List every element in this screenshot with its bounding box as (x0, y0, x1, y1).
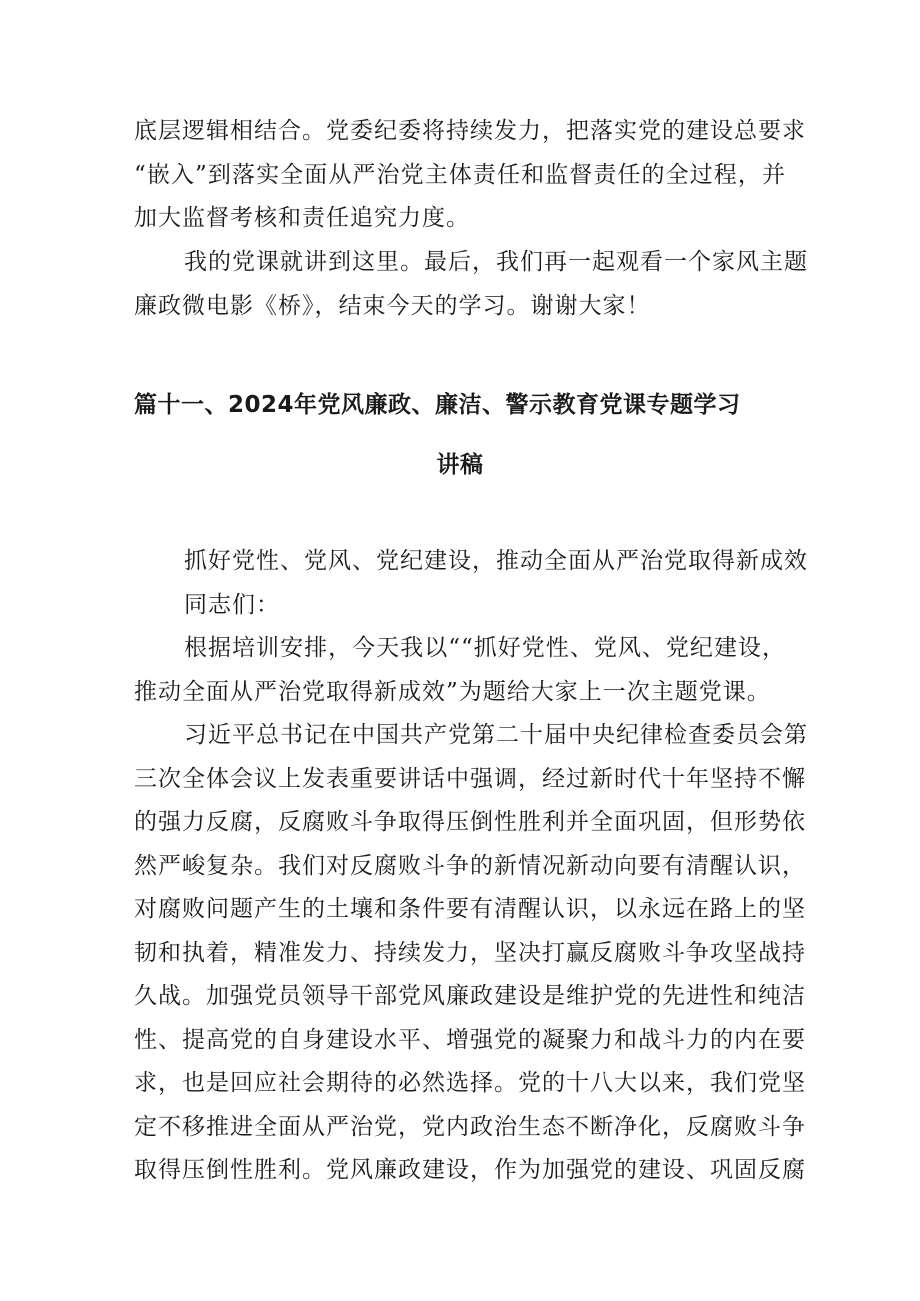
speech-subtitle: 抓好党性、党风、党纪建设，推动全面从严治党取得新成效 (184, 548, 808, 574)
paragraph-line: 根据培训安排，今天我以““抓好党性、党风、党纪建设， (184, 635, 786, 661)
paragraph-line: 性、提高党的自身建设水平、增强党的凝聚力和战斗力的内在要 (134, 1027, 806, 1053)
paragraph-line: 久战。加强党员领导干部党风廉政建设是维护党的先进性和纯洁 (134, 983, 806, 1009)
paragraph-line: 加大监督考核和责任追究力度。 (134, 205, 470, 231)
paragraph-line: 廉政微电影《桥》，结束今天的学习。谢谢大家！ (134, 293, 651, 319)
paragraph-line: 定不移推进全面从严治党，党内政治生态不断净化，反腐败斗争 (134, 1114, 806, 1140)
paragraph-line: 我的党课就讲到这里。最后，我们再一起观看一个家风主题 (184, 249, 808, 275)
section-heading-continued: 讲稿 (436, 452, 484, 478)
paragraph-line: 推动全面从严治党取得新成效”为题给大家上一次主题党课。 (134, 679, 771, 705)
paragraph-line: 韧和执着，精准发力、持续发力，坚决打赢反腐败斗争攻坚战持 (134, 940, 806, 966)
section-heading: 篇十一、2024年党风廉政、廉洁、警示教育党课专题学习 (134, 392, 741, 418)
salutation: 同志们： (184, 592, 280, 618)
paragraph-line: 对腐败问题产生的土壤和条件要有清醒认识，以永远在路上的坚 (134, 896, 806, 922)
paragraph-line: 三次全体会议上发表重要讲话中强调，经过新时代十年坚持不懈 (134, 766, 806, 792)
paragraph-line: 的强力反腐，反腐败斗争取得压倒性胜利并全面巩固，但形势依 (134, 809, 806, 835)
paragraph-line: 取得压倒性胜利。党风廉政建设，作为加强党的建设、巩固反腐 (134, 1157, 806, 1183)
paragraph-line: 习近平总书记在中国共产党第二十届中央纪律检查委员会第 (184, 722, 808, 748)
paragraph-line: 底层逻辑相结合。党委纪委将持续发力，把落实党的建设总要求 (134, 118, 806, 144)
paragraph-line: “嵌入”到落实全面从严治党主体责任和监督责任的全过程，并 (134, 162, 786, 188)
paragraph-line: 求，也是回应社会期待的必然选择。党的十八大以来，我们党坚 (134, 1070, 806, 1096)
paragraph-line: 然严峻复杂。我们对反腐败斗争的新情况新动向要有清醒认识， (134, 853, 806, 879)
